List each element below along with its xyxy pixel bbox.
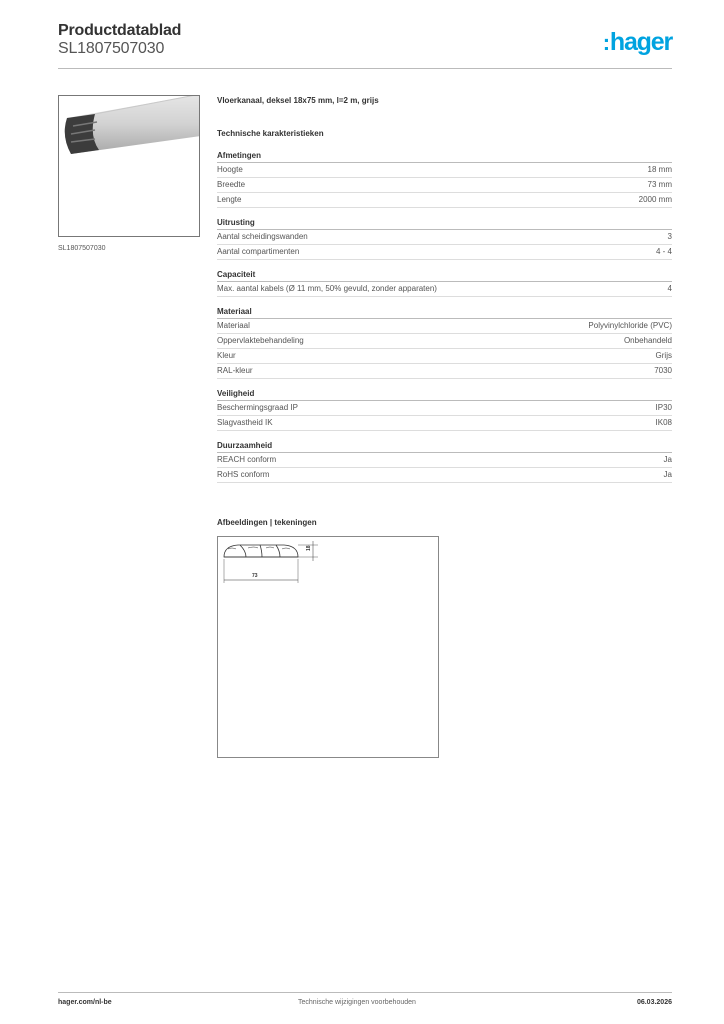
section-title: Capaciteit	[217, 269, 672, 282]
spec-value: 73 mm	[647, 180, 672, 189]
spec-label: Lengte	[217, 195, 242, 204]
spec-value: Polyvinylchloride (PVC)	[588, 321, 672, 330]
spec-label: RAL-kleur	[217, 366, 253, 375]
spec-row	[217, 230, 672, 245]
spec-label: Oppervlaktebehandeling	[217, 336, 304, 345]
spec-label: Materiaal	[217, 321, 250, 330]
section-title: Afmetingen	[217, 150, 672, 163]
spec-row	[217, 282, 672, 297]
section-gap	[217, 208, 672, 217]
spec-label: REACH conform	[217, 455, 277, 464]
spec-value: 4	[667, 284, 672, 293]
section-gap	[217, 297, 672, 306]
footer-date: 06.03.2026	[636, 999, 672, 1006]
spec-label: Max. aantal kabels (Ø 11 mm, 50% gevuld, zonder apparaten)	[217, 284, 437, 293]
section-title: Duurzaamheid	[217, 440, 672, 453]
profile-drawing	[218, 537, 438, 757]
spec-row	[217, 401, 672, 416]
drawings-title: Afbeeldingen | tekeningen	[217, 518, 317, 527]
spec-value: 4 - 4	[655, 247, 672, 256]
drawing-box	[217, 536, 439, 758]
spec-section	[217, 306, 672, 379]
spec-label: Kleur	[217, 351, 236, 360]
spec-label: Hoogte	[217, 165, 243, 174]
logo-text: hager	[609, 28, 672, 56]
spec-row	[217, 178, 672, 193]
footer-website-link[interactable]: hager.com/nl-be	[58, 999, 112, 1006]
spec-value: IP30	[655, 403, 672, 412]
spec-row	[217, 163, 672, 178]
spec-section	[217, 440, 672, 483]
section-gap	[217, 260, 672, 269]
spec-row	[217, 349, 672, 364]
spec-label: Aantal compartimenten	[217, 247, 300, 256]
product-description: Vloerkanaal, deksel 18x75 mm, l=2 m, grijs	[217, 96, 379, 105]
cable-duct-photo	[59, 96, 200, 237]
spec-value: 18 mm	[647, 165, 672, 174]
spec-label: Beschermingsgraad IP	[217, 403, 298, 412]
spec-sections	[217, 150, 672, 483]
hager-logo	[603, 28, 672, 57]
spec-value: 3	[667, 232, 672, 241]
header-divider	[58, 68, 672, 69]
spec-value: Ja	[663, 470, 672, 479]
spec-label: Aantal scheidingswanden	[217, 232, 308, 241]
page-subtitle: SL1807507030	[58, 40, 165, 57]
spec-row	[217, 193, 672, 208]
tech-heading: Technische karakteristieken	[217, 129, 324, 138]
image-caption: SL1807507030	[58, 245, 106, 252]
spec-row	[217, 468, 672, 483]
spec-section	[217, 217, 672, 260]
spec-row	[217, 453, 672, 468]
spec-row	[217, 364, 672, 379]
section-title: Veiligheid	[217, 388, 672, 401]
spec-section	[217, 150, 672, 208]
section-title: Uitrusting	[217, 217, 672, 230]
spec-value: 7030	[654, 366, 672, 375]
footer-divider	[58, 992, 672, 993]
section-title: Materiaal	[217, 306, 672, 319]
footer-disclaimer: Technische wijzigingen voorbehouden	[298, 999, 416, 1006]
height-dimension-label: 18	[306, 545, 312, 551]
spec-section	[217, 269, 672, 297]
spec-row	[217, 319, 672, 334]
section-gap	[217, 379, 672, 388]
spec-value: IK08	[655, 418, 672, 427]
section-gap	[217, 431, 672, 440]
logo-colon: :	[602, 30, 609, 55]
product-image	[58, 95, 200, 237]
spec-label: Breedte	[217, 180, 246, 189]
spec-row	[217, 334, 672, 349]
spec-label: Slagvastheid IK	[217, 418, 273, 427]
page-title: Productdatablad	[58, 22, 182, 39]
spec-value: 2000 mm	[638, 195, 672, 204]
spec-label: RoHS conform	[217, 470, 270, 479]
spec-value: Onbehandeld	[623, 336, 672, 345]
spec-row	[217, 245, 672, 260]
width-dimension-label: 73	[252, 573, 258, 579]
spec-row	[217, 416, 672, 431]
spec-column	[217, 96, 672, 483]
spec-value: Ja	[663, 455, 672, 464]
spec-section	[217, 388, 672, 431]
spec-value: Grijs	[655, 351, 672, 360]
